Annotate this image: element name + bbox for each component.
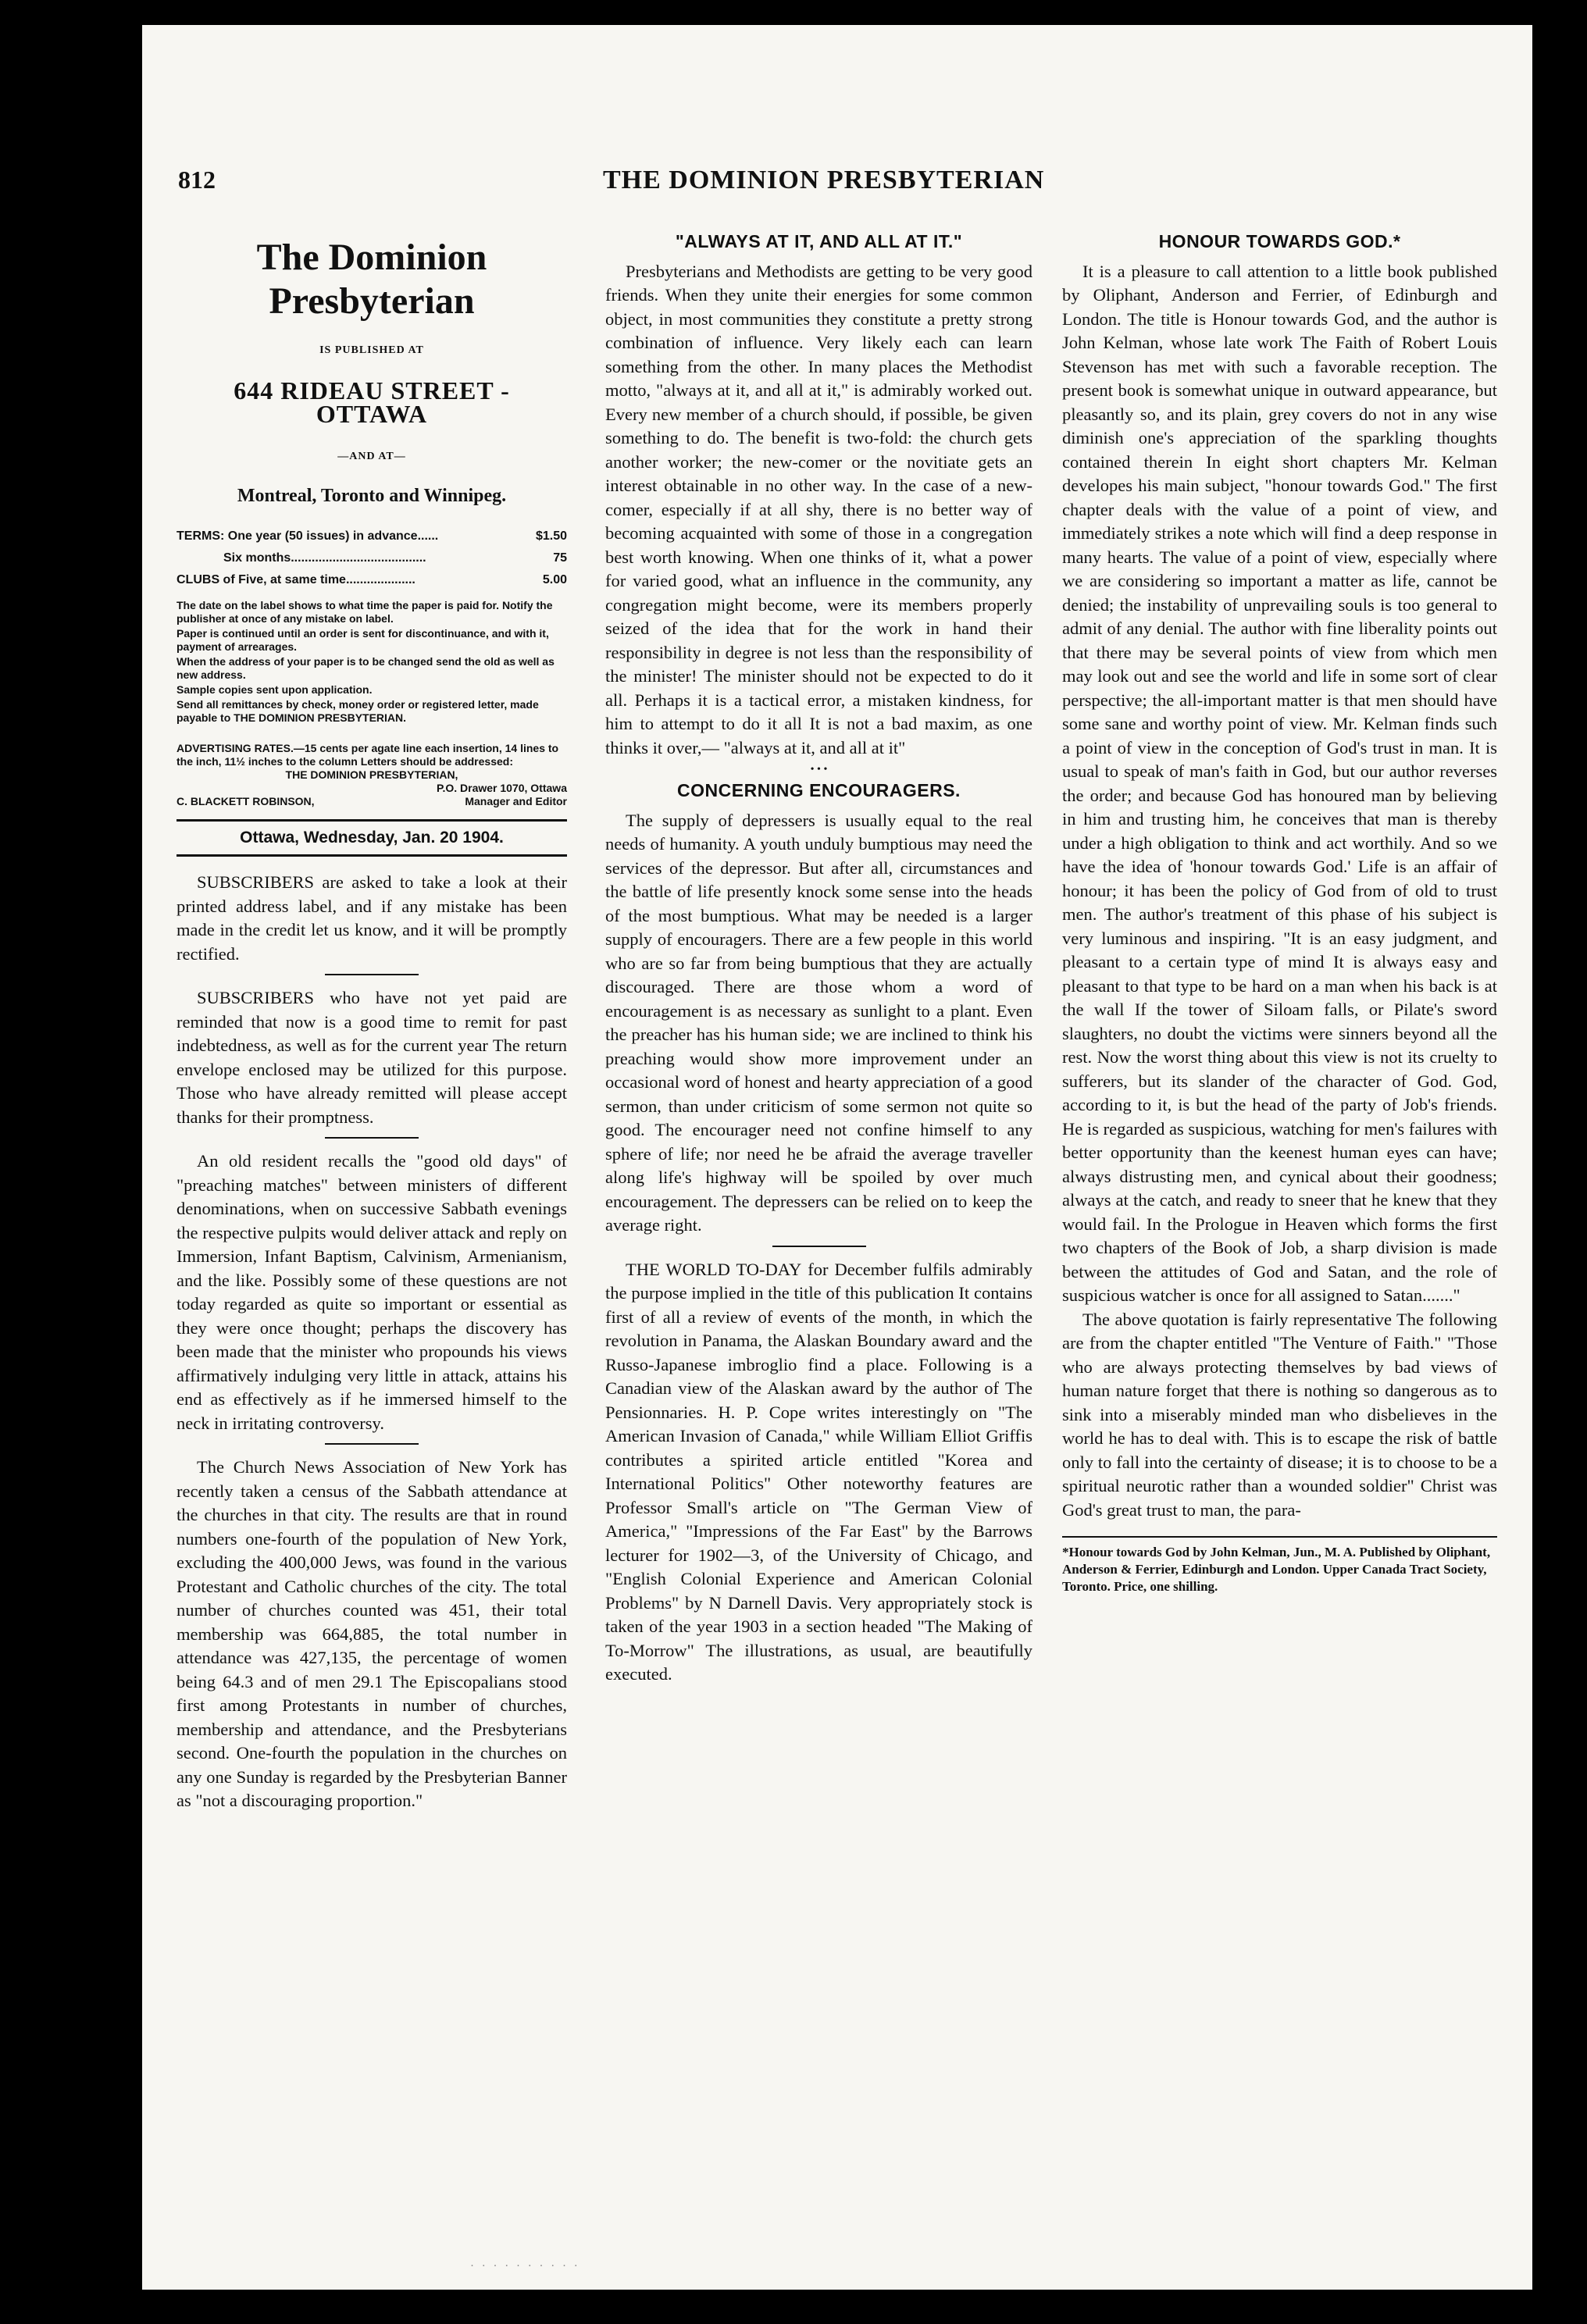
masthead-cities: Montreal, Toronto and Winnipeg. — [237, 486, 507, 506]
article-headline: "ALWAYS AT IT, AND ALL AT IT." — [675, 231, 963, 251]
terms-label: Six months....................................... — [223, 551, 426, 565]
po-drawer: P.O. Drawer 1070, Ottawa — [436, 781, 567, 794]
paragraph-text: are asked to take a look at their printed address label, and if any mistake has been made in the credit let us know, and it will be promptly rectified. — [177, 872, 567, 964]
terms-price: $1.50 — [535, 529, 567, 543]
terms-price: 5.00 — [542, 572, 567, 586]
notice: Send all remittances by check, money order or registered letter, made payable to THE DOMINION PRESBYTERIAN. — [177, 697, 539, 724]
terms-table — [177, 526, 567, 591]
terms-row — [177, 526, 567, 547]
paragraph — [605, 1258, 1032, 1687]
column-1 — [177, 230, 567, 2290]
paragraph: An old resident recalls the "good old days" of "preaching matches" between ministers of different denominations, when on successive Sabbath evenings the respective pulpits would deliver attack and reply on Immersion, Infant Baptism, Calvinism, Armenianism, and the like. Possibly some of these questions are not today regarded as quite so important or essential as they were once thought; perhaps the discovery has been made that the minister who propounds his views affirmatively indulging very little in attack, attains his end as effectively as if he immersed himself to the neck in irritating controversy. — [177, 1151, 567, 1433]
advertising-rates — [177, 742, 567, 808]
running-title: THE DOMINION PRESBYTERIAN — [603, 166, 1045, 194]
editor-line — [177, 795, 567, 808]
editor-name: C. BLACKETT ROBINSON, — [177, 794, 315, 807]
paragraph-text: who have not yet paid are reminded that now is a good time to remit for past indebtedness, as well as for the current year The return envelope enclosed may be utilized for this purpose. Those who have already remitted will please accept thanks for their promptness. — [177, 988, 567, 1127]
column-2 — [605, 230, 1032, 2290]
masthead — [177, 236, 567, 857]
column-3 — [1062, 230, 1497, 2290]
lead-in: SUBSCRIBERS — [197, 872, 315, 892]
terms-label: CLUBS of Five, at same time.................... — [177, 572, 415, 586]
terms-price: 75 — [553, 551, 567, 565]
subscription-notices — [177, 599, 567, 725]
masthead-published-at: IS PUBLISHED AT — [319, 344, 424, 356]
divider — [325, 1443, 419, 1445]
footnote: *Honour towards God by John Kelman, Jun., M. A. Published by Oliphant, Anderson & Ferrier, Edinburgh and London. Upper Canada Tract Society, Toronto. Price, one shilling. — [1062, 1536, 1497, 1595]
page-bottom-marks: · · · · · · · · · · — [470, 2260, 580, 2272]
article-headline: HONOUR TOWARDS GOD.* — [1158, 231, 1401, 251]
article-headline: CONCERNING ENCOURAGERS. — [677, 780, 961, 800]
section-ornament: • • • — [810, 764, 828, 775]
lead-in: THE WORLD TO-DAY — [626, 1259, 802, 1279]
notice: When the address of your paper is to be changed send the old as well as new address. — [177, 654, 555, 681]
terms-label: TERMS: One year (50 issues) in advance...... — [177, 529, 439, 543]
paragraph — [177, 871, 567, 966]
divider — [325, 974, 419, 975]
paragraph — [177, 986, 567, 1129]
masthead-and-at: —AND AT— — [337, 450, 406, 462]
paragraph-text: for December fulfils admirably the purpose implied in the title of this publication It contains first of all a review of events of the month, in which the revolution in Panama, the Alaskan Boundary award and the Russo-Japanese imbroglio find a place. Following is a Canadian view of the Alaskan award by the author of The Pensionnaries. H. P. Cope writes interestingly on "The American Invasion of Canada," while William Elliot Griffis contributes a spirited article entitled "Korea and International Politics" Other noteworthy features are Professor Small's article on "The German View of America," "Impressions of the Far East" by the Barrows lecturer for 1902—3, of the University of Chicago, and "English Colonial Experience and American Colonial Problems" by N Darnell Davis. Very appropriately stock is taken of the year 1903 in a section headed "The Making of To-Morrow" The illustrations, as usual, are beautifully executed. — [605, 1259, 1032, 1684]
paragraph: Presbyterians and Methodists are getting to be very good friends. When they unite their energies for some common object, in most communities they constitute a pretty strong combination of influence. Very likely each can learn something from the other. In many places the Methodist motto, "always at it, and all at it," is admirably worked out. Every new member of a church should, if possible, be given something to do. The benefit is two-fold: the church gets another worker; the new-comer or the novitiate gets an interest obtainable in no other way. In the case of a new-comer, especially if at all shy, there is no better way of becoming acquainted with some of those in a congregation best worth knowing. When one thinks of it, what a power for varied good, what an influence in the community, any congregation might become, were its members properly seized of the idea that for the work in hand their responsibility in degree is not less than the responsibility of the minister! The minister should not be expected to do it all. Perhaps it is a tactical error, a mistaken kindness, for him to attempt to do it all It is not a bad maxim, as one thinks it over,— "always at it, and all at it" — [605, 261, 1032, 757]
notice: The date on the label shows to what time the paper is paid for. Notify the publisher at once of any mistake on label. — [177, 598, 553, 625]
divider — [325, 1137, 419, 1139]
notice: Paper is continued until an order is sent for discontinuance, and with it, payment of arrearages. — [177, 626, 549, 653]
dateline: Ottawa, Wednesday, Jan. 20 1904. — [177, 819, 567, 857]
lead-in: SUBSCRIBERS — [197, 988, 315, 1007]
page-header — [142, 25, 1532, 212]
notice: Sample copies sent upon application. — [177, 683, 373, 696]
advertising-text: ADVERTISING RATES.—15 cents per agate line each insertion, 14 lines to the inch, 11½ inches to the column Letters should be addressed: — [177, 741, 559, 768]
terms-row — [177, 569, 567, 591]
paragraph: The above quotation is fairly representative The following are from the chapter entitled "The Venture of Faith." "Those who are always protecting themselves by bad views of human nature forget that there is nothing so dangerous as to sink into a miserably minded man who disbelieves in the world he has to deal with. This is to escape the risk of battle only to fall into the certainty of disease; it is to choose to be a spiritual neurotic rather than a wounded soldier" Christ was God's great trust to man, the para- — [1062, 1309, 1497, 1520]
editor-title: Manager and Editor — [465, 794, 567, 807]
address-name: THE DOMINION PRESBYTERIAN, — [285, 768, 458, 781]
masthead-title: The Dominion Presbyterian — [256, 237, 487, 322]
paragraph: The supply of depressers is usually equal to the real needs of humanity. A youth unduly bumptious may need the services of the depressor. But after all, circumstances and the battle of life presently knock some sense into the heads of the most bumptious. What may be needed is a larger supply of encouragers. There are a few people in this world who are so far from being bumptious that they are actually discouraged. There are those whom a word of encouragement is as necessary as sunlight to a plant. Even the preacher has his human side; we are inclined to think his preaching would show more improvement under an occasional word of honest and hearty appreciation of a good sermon, than under criticism of some sermon not quite so good. The encourager need not confine himself to any sphere of life; nor need he be afraid the average traveller along life's highway will be spoiled by over much encouragement. The depressers can be relied on to keep the average right. — [605, 810, 1032, 1235]
newspaper-page — [142, 25, 1532, 2290]
masthead-street: 644 RIDEAU STREET - OTTAWA — [234, 376, 510, 428]
paragraph: It is a pleasure to call attention to a little book published by Oliphant, Anderson and Ferrier, of Edinburgh and London. The title is Honour towards God, and the author is John Kelman, whose late work The Faith of Robert Louis Stevenson has met with such a favorable reception. The present book is somewhat unique in outward appearance, but pleasantly so, and its plain, grey covers do not in any wise diminish one's appreciation of the sparkling thoughts contained therein In eight short chapters Mr. Kelman developes his main subject, "honour towards God." The first chapter deals with the value of a point of view, and immediately strikes a note which will find a deep response in many hearts. The value of a point of view, especially where we are considering so important a matter as life, cannot be denied; the instability of unprevailing souls is too general to admit of any denial. The author with fine liberality points out that there may be several points of view from which men may look out and see the world and life in some sort of clear perspective; the all-important matter is that men should have some sane and worthy point of view. Mr. Kelman finds such a point of view in the conception of God's trust in man. It is usual to speak of man's faith in God, but our author reverses the order; and because God has honoured man by believing in him and trusting him, he conceives that man is thereby under a high obligation to think and act worthily. And so we have the idea of 'honour towards God.' Life is an affair of honour; it has been the policy of God from of old to trust men. The author's treatment of this phase of his subject is very luminous and inspiring. "It is an easy judgment, and pleasant to a certain type of mind It is always easy and pleasant to that type to be hard on a man when his back is at the wall If the tower of Siloam falls, or Pilate's sword slaughters, no doubt the victims were sinners beyond all the rest. Now the worst thing about this view is not its cruelty to sufferers, but its slander of the character of God. God, according to it, is but the head of the party of Job's friends. He is regarded as suspicious, watching for men's failures with better opportunity than the keenest human eyes can have; always distrusting men, and cynical about their goodness; always at the catch, and ready to sneer that he knew that they would fail. In the Prologue in Heaven which forms the first two chapters of the Book of Job, a sharp division is made between the attitudes of God and Satan, and the role of suspicious watcher is once for all assigned to Satan......." — [1062, 261, 1497, 1305]
terms-row — [177, 547, 567, 569]
paragraph: The Church News Association of New York has recently taken a census of the Sabbath attendance at the churches in that city. The results are that in round numbers one-fourth of the population of New York, excluding the 400,000 Jews, was found in the various Protestant and Catholic churches of the city. The total number of churches counted was 451, their total membership was 664,885, the total number in attendance was 427,135, the percentage of women being 64.3 and of men 29.1 The Episcopalians stood first among Protestants in number of churches, membership and attendance, and the Presbyterians second. One-fourth the population in the churches on any one Sunday is regarded by the Presbyterian Banner as "not a discouraging proportion." — [177, 1457, 567, 1810]
divider — [772, 1246, 866, 1247]
page-number: 812 — [178, 166, 216, 194]
